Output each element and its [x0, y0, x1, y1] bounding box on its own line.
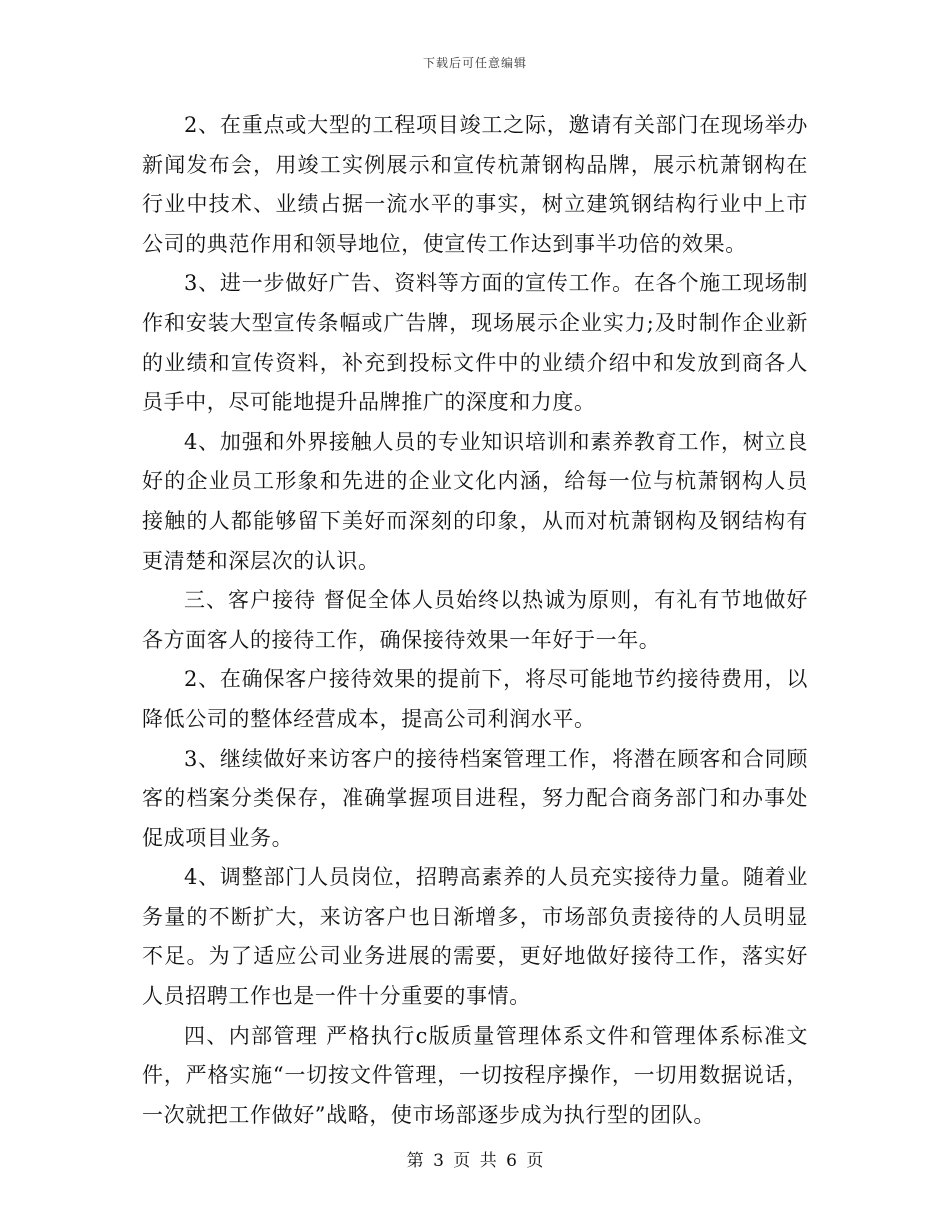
paragraph: 3、继续做好来访客户的接待档案管理工作，将潜在顾客和合同顾客的档案分类保存，准确掌握项目进程，努力配合商务部门和办事处促成项目业务。 — [142, 746, 808, 850]
page-header: 下载后可任意编辑 — [422, 56, 527, 70]
paragraph: 2、在确保客户接待效果的提前下，将尽可能地节约接待费用，以降低公司的整体经营成本，提高公司利润水平。 — [142, 667, 808, 731]
paragraph: 4、调整部门人员岗位，招聘高素养的人员充实接待力量。随着业务量的不断扩大，来访客户也日渐增多，市场部负责接待的人员明显不足。为了适应公司业务进展的需要，更好地做好接待工作，落实好人员招聘工作也是一件十分重要的事情。 — [142, 865, 808, 1009]
document-body — [142, 106, 808, 1135]
paragraph: 3、进一步做好广告、资料等方面的宣传工作。在各个施工现场制作和安装大型宣传条幅或广告牌，现场展示企业实力;及时制作企业新的业绩和宣传资料，补充到投标文件中的业绩介绍中和发放到商各人员手中，尽可能地提升品牌推广的深度和力度。 — [142, 271, 808, 415]
paragraph: 4、加强和外界接触人员的专业知识培训和素养教育工作，树立良好的企业员工形象和先进的企业文化内涵，给每一位与杭萧钢构人员接触的人都能够留下美好而深刻的印象，从而对杭萧钢构及钢结构有更清楚和深层次的认识。 — [142, 429, 808, 573]
section-heading-paragraph: 三、客户接待 督促全体人员始终以热诚为原则，有礼有节地做好各方面客人的接待工作，确保接待效果一年好于一年。 — [142, 588, 808, 652]
paragraph: 2、在重点或大型的工程项目竣工之际，邀请有关部门在现场举办新闻发布会，用竣工实例展示和宣传杭萧钢构品牌，展示杭萧钢构在行业中技术、业绩占据一流水平的事实，树立建筑钢结构行业中上市公司的典范作用和领导地位，使宣传工作达到事半功倍的效果。 — [142, 113, 808, 256]
section-heading-paragraph: 四、内部管理 严格执行c版质量管理体系文件和管理体系标准文件，严格实施“一切按文件管理，一切按程序操作，一切用数据说话，一次就把工作做好”战略，使市场部逐步成为执行型的团队。 — [142, 1023, 808, 1127]
page-number-footer: 第 3 页 共 6 页 — [406, 1151, 544, 1171]
